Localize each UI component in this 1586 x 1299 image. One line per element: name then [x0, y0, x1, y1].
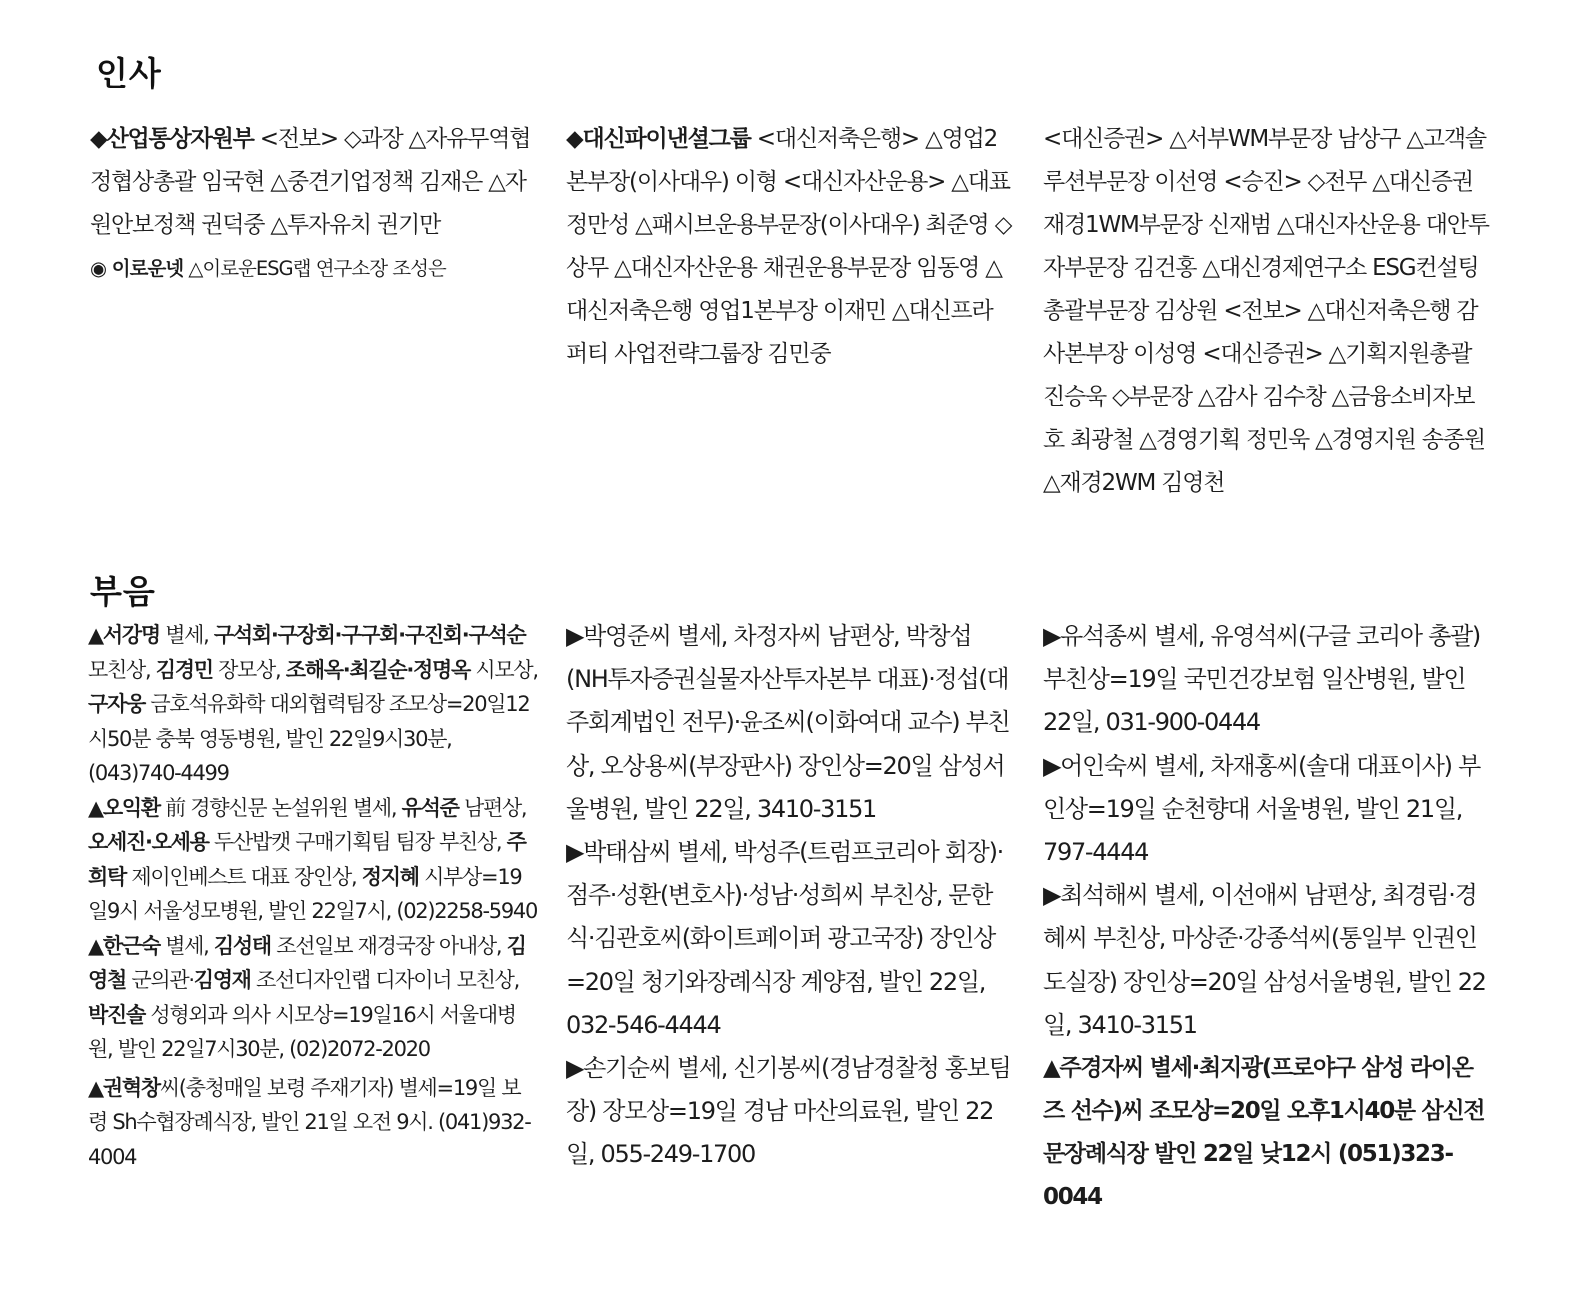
- deceased-name: ▲권혁창: [88, 1075, 160, 1100]
- obituary-entry: [88, 618, 538, 791]
- bereaved-name: 주희탁: [88, 830, 526, 889]
- obituary-column-1: [88, 618, 538, 1174]
- personnel-entry: [90, 118, 536, 247]
- obituary-column-2: [566, 615, 1012, 1177]
- entry-text: 씨(충청매일 보령 주재기자) 별세=19일 보령 Sh수협장례식장, 발인 21일 오전 9시. (041)932-4004: [88, 1075, 531, 1169]
- entry-text: 남편상,: [458, 795, 527, 820]
- obituary-entry: ▶유석종씨 별세, 유영석씨(구글 코리아 총괄) 부친상=19일 국민건강보험 일산병원, 발인 22일, 031-900-0444: [1043, 622, 1480, 737]
- entry-text: 별세,: [159, 933, 214, 958]
- obituary-entry: ▶최석해씨 별세, 이선애씨 남편상, 최경림·경혜씨 부친상, 마상준·강종석씨(통일부 인권인도실장) 장인상=20일 삼성서울병원, 발인 22일, 3410-3151: [1043, 881, 1486, 1039]
- personnel-section-title: 인사: [96, 54, 162, 93]
- obituary-section-title: 부음: [90, 572, 156, 611]
- organization-name: ◆대신파이낸셜그룹: [566, 126, 751, 152]
- deceased-name: ▲한근숙: [88, 933, 160, 958]
- entry-text: 금호석유화학 대외협력팀장 조모상=20일12시50분 충북 영동병원, 발인 22일9시30분, (043)740-4499: [88, 692, 530, 785]
- obituary-column-3: [1043, 615, 1489, 1219]
- personnel-column-3: [1043, 118, 1489, 505]
- entry-text: 조선디자인랩 디자이너 모친상,: [250, 968, 519, 992]
- personnel-entry: [566, 118, 1012, 376]
- entry-text: <대신저축은행> △영업2본부장(이사대우) 이형 <대신자산운용> △대표 정만성 △패시브운용부문장(이사대우) 최준영 ◇상무 △대신자산운용 채권운용부문장 임동영 △대신저축은행 영업1본부장 이재민 △대신프라퍼티 사업전략그룹장 김민중: [566, 126, 1012, 367]
- bereaved-name: 박진솔: [88, 1002, 145, 1027]
- entry-text: 시부상=19일9시 서울성모병원, 발인 22일7시, (02)2258-5940: [88, 864, 537, 923]
- bereaved-name: 김성태: [213, 933, 271, 958]
- bereaved-name: 김영재: [193, 968, 251, 992]
- obituary-entry: [1043, 1047, 1489, 1219]
- entry-text: 장모상,: [212, 657, 286, 682]
- entry-text: 조선일보 재경국장 아내상,: [270, 933, 507, 958]
- bereaved-name: 김경민: [155, 657, 213, 682]
- entry-text: 별세,: [159, 623, 214, 647]
- entry-text: 제이인베스트 대표 장인상,: [125, 864, 362, 889]
- organization-name: ◆산업통상자원부: [90, 126, 254, 152]
- obituary-entry: ▶박태삼씨 별세, 박성주(트럼프코리아 회장)·점주·성환(변호사)·성남·성희씨 부친상, 문한식·김관호씨(화이트페이퍼 광고국장) 장인상=20일 청기와장례식장 계양점, 발인 22일, 032-546-4444: [566, 838, 1003, 1039]
- obituary-entry: ▶손기순씨 별세, 신기봉씨(경남경찰청 홍보팀장) 장모상=19일 경남 마산의료원, 발인 22일, 055-249-1700: [566, 1054, 1011, 1169]
- obituary-entry: [88, 929, 538, 1067]
- entry-text: 모친상,: [88, 657, 156, 682]
- obituary-entry: [88, 791, 538, 929]
- deceased-name: ▲오익환: [88, 795, 160, 820]
- bereaved-name: 유석준: [401, 795, 459, 820]
- deceased-name: ▲주경자: [1043, 1055, 1123, 1082]
- obituary-entry: ▶어인숙씨 별세, 차재홍씨(솔대 대표이사) 부인상=19일 순천향대 서울병원, 발인 21일, 797-4444: [1043, 751, 1480, 867]
- bereaved-name: 오세진·오세용: [88, 830, 209, 854]
- entry-text: 군의관·: [125, 968, 194, 992]
- bereaved-name: 구석회·구장회·구구회·구진회·구석순: [213, 623, 526, 647]
- obituary-entry: [88, 1071, 538, 1175]
- entry-text: 성형외과 의사 시모상=19일16시 서울대병원, 발인 22일7시30분, (02)2072-2020: [88, 1002, 516, 1061]
- organization-name: ◉ 이로운넷: [90, 257, 184, 280]
- bereaved-name: 김영철: [88, 933, 526, 992]
- bereaved-name: 조해옥·최길순·정명옥: [285, 657, 471, 682]
- entry-text: 씨 별세·최지광(프로야구 삼성 라이온즈 선수)씨 조모상=20일 오후1시40분 삼신전문장례식장 발인 22일 낮12시 (051)323-0044: [1043, 1055, 1485, 1211]
- obituary-entry: ▶박영준씨 별세, 차정자씨 남편상, 박창섭(NH투자증권실물자산투자본부 대표)·정섭(대주회계법인 전무)·윤조씨(이화여대 교수) 부친상, 오상용씨(부장판사) 장인상=20일 삼성서울병원, 발인 22일, 3410-3151: [566, 622, 1010, 823]
- personnel-column-2: [566, 118, 1012, 376]
- bereaved-name: 정지혜: [361, 864, 419, 889]
- entry-text: <전보> ◇과장 △자유무역협정협상총괄 임국현 △중견기업정책 김재은 △자원안보정책 권덕중 △투자유치 권기만: [90, 126, 531, 238]
- personnel-entry: [1043, 118, 1489, 505]
- entry-text: 前 경향신문 논설위원 별세,: [159, 795, 402, 820]
- entry-text: △이로운ESG랩 연구소장 조성은: [183, 257, 446, 280]
- bereaved-name: 구자웅: [88, 692, 145, 716]
- personnel-entry: [90, 251, 536, 287]
- deceased-name: ▲서강명: [88, 623, 160, 647]
- entry-text: 두산밥캣 구매기획팀 팀장 부친상,: [208, 830, 507, 854]
- entry-text: <대신증권> △서부WM부문장 남상구 △고객솔루션부문장 이선영 <승진> ◇전무 △대신증권 재경1WM부문장 신재범 △대신자산운용 대안투자부문장 김건홍 △대신경제연구소 ESG컨설팅총괄부문장 김상원 <전보> △대신저축은행 감사본부장 이성영 <대신증권> △기획지원총괄 진승욱 ◇부문장 △감사 김수창 △금융소비자보호 최광철 △경영기획 정민욱 △경영지원 송종원 △재경2WM 김영천: [1043, 126, 1489, 496]
- entry-text: 시모상,: [470, 657, 538, 682]
- personnel-column-1: [90, 118, 536, 287]
